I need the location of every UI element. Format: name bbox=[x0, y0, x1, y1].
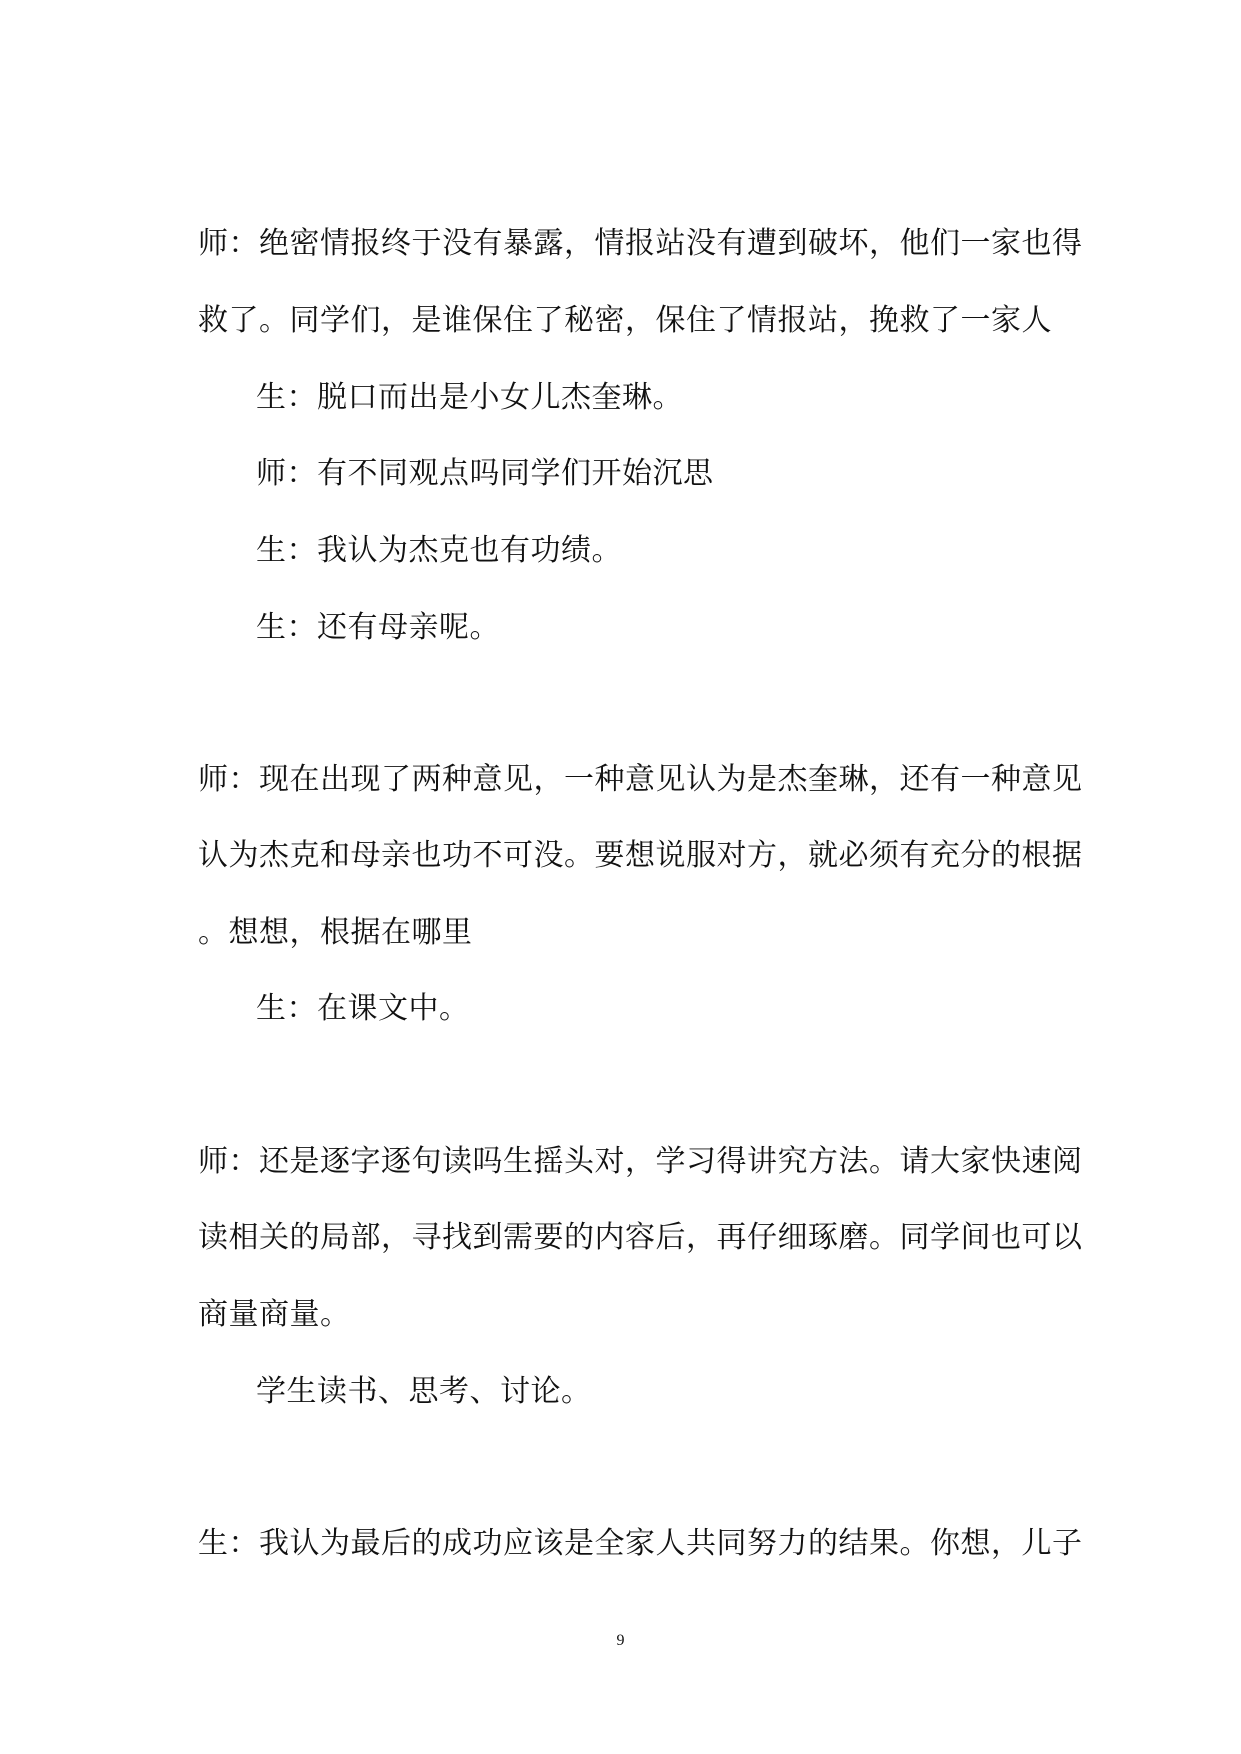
page-number: 9 bbox=[616, 1632, 625, 1649]
paragraph-line: 生：还有母亲呢。 bbox=[256, 610, 500, 645]
paragraph-line: 。想想，根据在哪里 bbox=[198, 915, 473, 950]
paragraph-line: 师：有不同观点吗同学们开始沉思 bbox=[256, 456, 714, 491]
paragraph-line: 师：绝密情报终于没有暴露，情报站没有遭到破坏，他们一家也得 bbox=[198, 226, 1083, 261]
paragraph-line: 生：在课文中。 bbox=[256, 991, 470, 1026]
paragraph-line: 读相关的局部，寻找到需要的内容后，再仔细琢磨。同学间也可以 bbox=[198, 1220, 1083, 1255]
paragraph-line: 商量商量。 bbox=[198, 1297, 351, 1332]
paragraph-line: 学生读书、思考、讨论。 bbox=[256, 1374, 592, 1409]
paragraph-line: 生：我认为最后的成功应该是全家人共同努力的结果。你想，儿子 bbox=[198, 1526, 1083, 1561]
paragraph-line: 师：还是逐字逐句读吗生摇头对，学习得讲究方法。请大家快速阅 bbox=[198, 1144, 1083, 1179]
paragraph-line: 生：脱口而出是小女儿杰奎琳。 bbox=[256, 380, 683, 415]
paragraph-line: 师：现在出现了两种意见，一种意见认为是杰奎琳，还有一种意见 bbox=[198, 762, 1083, 797]
paragraph-line: 认为杰克和母亲也功不可没。要想说服对方，就必须有充分的根据 bbox=[198, 838, 1083, 873]
paragraph-line: 生：我认为杰克也有功绩。 bbox=[256, 533, 622, 568]
paragraph-line: 救了。同学们，是谁保住了秘密，保住了情报站，挽救了一家人 bbox=[198, 303, 1052, 338]
